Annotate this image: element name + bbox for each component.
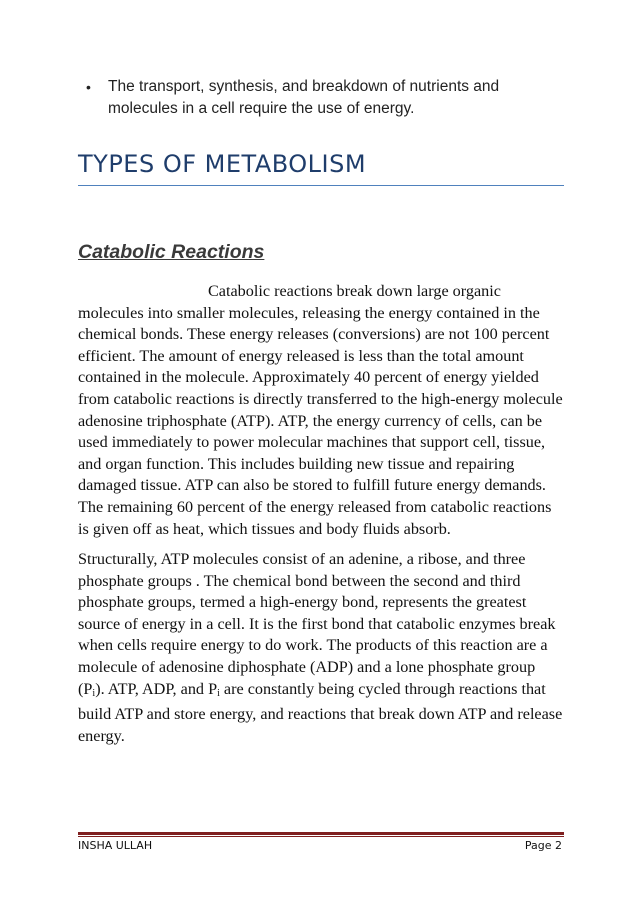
section-heading: TYPES OF METABOLISM — [78, 150, 367, 178]
footer-rule — [78, 832, 564, 835]
paragraph-catabolic — [78, 281, 564, 540]
footer-page-number: Page 2 — [524, 839, 562, 852]
sub-heading: Catabolic Reactions — [78, 241, 265, 263]
footer-rule-thin — [78, 836, 564, 837]
paragraph-2-text-b: ). ATP, ADP, and P — [95, 679, 218, 698]
paragraph-2-text-a: Structurally, ATP molecules consist of an adenine, a ribose, and three phosphate groups . The chemical bond between the second and third phosphate groups, termed a high-energy bond, represents the greatest source of energy in a cell. It is the first bond that catabolic enzymes break when cells require energy to do work. The products of this reaction are a molecule of adenosine diphosphate (ADP) and a lone phosphate group (P — [78, 550, 556, 698]
bullet-list-item — [86, 76, 566, 120]
section-heading-rule — [78, 185, 564, 186]
footer-author: INSHA ULLAH — [78, 839, 153, 852]
paragraph-2-text-c: are constantly being cycled through reactions that build ATP and store energy, and reactions that break down ATP and release energy. — [78, 679, 563, 745]
paragraph-1-text: Catabolic reactions break down large organic molecules into smaller molecules, releasing the energy contained in the chemical bonds. These energy releases (conversions) are not 100 percent efficient. The amount of energy released is less than the total amount contained in the molecule. Approximately 40 percent of energy yielded from catabolic reactions is directly transferred to the high-energy molecule adenosine triphosphate (ATP). ATP, the energy currency of cells, can be used immediately to power molecular machines that support cell, tissue, and organ function. This includes building new tissue and repairing damaged tissue. ATP can also be stored to fulfill future energy demands. The remaining 60 percent of the energy released from catabolic reactions is given off as heat, which tissues and body fluids absorb. — [78, 282, 563, 538]
subscript-i: i — [92, 687, 96, 699]
subscript-i: i — [217, 687, 220, 699]
bullet-text: The transport, synthesis, and breakdown of nutrients and molecules in a cell require the use of energy. — [108, 78, 500, 117]
bullet-marker: • — [86, 79, 91, 95]
paragraph-atp-structure — [78, 549, 564, 747]
